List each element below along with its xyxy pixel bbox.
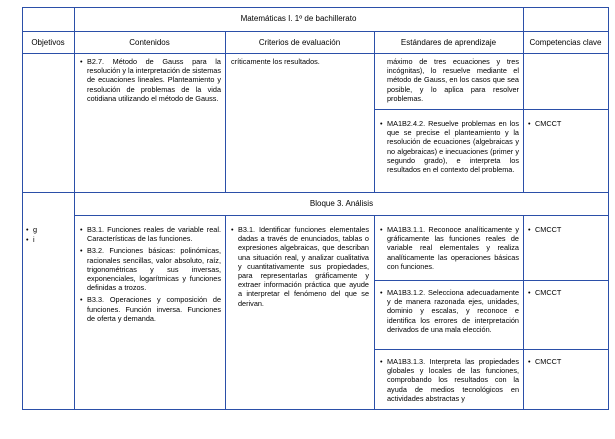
competencia-cell-b3-2 xyxy=(528,288,604,297)
rule-row-split-top xyxy=(374,109,609,110)
rule-left-edge xyxy=(22,7,23,409)
criterio-item-b3-1: • B3.1. Identificar funciones elementales dadas a través de enunciados, tablas o expresiones algebraicas, que describan una situación real, y analizar cualitativa y cuantitativamente sus propiedades, para representarlas gráficamente y extraer información práctica que ayude a interpretar el fenómeno del que se derivan. xyxy=(231,225,369,308)
rule-top xyxy=(22,7,609,8)
estandar-cell-b3-2 xyxy=(380,288,519,334)
rule-row-split-b1 xyxy=(374,280,609,281)
competencia-cell-top-2 xyxy=(528,119,604,128)
criterios-cell-bloque3 xyxy=(231,225,369,308)
rule-col-criterios-bottom xyxy=(374,215,375,409)
contenido-item-b3-3: • B3.3. Operaciones y composición de funciones. Función inversa. Funciones de oferta y demanda. xyxy=(80,295,221,323)
rule-row-split-b2 xyxy=(374,349,609,350)
column-header-competencias: Competencias clave xyxy=(529,38,602,47)
competencia-item-b3-2: • CMCCT xyxy=(528,288,604,297)
rule-bottom xyxy=(22,409,609,410)
rule-col-criterios-top xyxy=(374,31,375,192)
estandar-item-ma1b3-1-2: • MA1B3.1.2. Selecciona adecuadamente y de manera razonada ejes, unidades, dominio y escalas, y reconoce e identifica los errores de interpretación derivados de una mala elección. xyxy=(380,288,519,334)
column-header-objetivos: Objetivos xyxy=(31,38,65,47)
competencia-item-b3-3: • CMCCT xyxy=(528,357,604,366)
competencia-item-top: • CMCCT xyxy=(528,119,604,128)
column-header-criterios: Criterios de evaluación xyxy=(258,38,341,47)
estandar-cell-top-1 xyxy=(380,57,519,103)
competencia-cell-b3-1 xyxy=(528,225,604,234)
column-header-contenidos: Contenidos xyxy=(129,38,170,47)
competencia-cell-b3-3 xyxy=(528,357,604,366)
contenido-item-b2-7: • B2.7. Método de Gauss para la resolución y la interpretación de sistemas de ecuaciones lineales. Planteamiento y resolución de problemas de la vida cotidiana utilizando el método de Gauss. xyxy=(80,57,221,103)
contenido-item-b3-1: • B3.1. Funciones reales de variable real. Características de las funciones. xyxy=(80,225,221,243)
estandar-item-ma1b2-4-2: • MA1B2.4.2. Resuelve problemas en los que se precise el planteamiento y la resolución de ecuaciones (algebraicas y no algebraicas) e inecuaciones (primer y segundo grado), e interpreta los resultados en el contexto del problema. xyxy=(380,119,519,174)
estandar-cell-top-2 xyxy=(380,119,519,174)
rule-col-contenidos-bottom xyxy=(225,215,226,409)
rule-bloque-title-bottom xyxy=(74,215,609,216)
objetivos-cell xyxy=(26,225,72,244)
rule-section-end xyxy=(22,192,609,193)
contenido-item-b3-2: • B3.2. Funciones básicas: polinómicas, racionales sencillas, valor absoluto, raíz, trigonométricas y sus inversas, exponenciales, logarítmicas y funciones definidas a trozos. xyxy=(80,246,221,292)
estandar-item-ma1b3-1-3: • MA1B3.1.3. Interpreta las propiedades globales y locales de las funciones, comprobando los resultados con la ayuda de medios tecnológicos en actividades abstractas y xyxy=(380,357,519,403)
competencia-item-b3-1: • CMCCT xyxy=(528,225,604,234)
rule-col-estandares-bottom xyxy=(523,215,524,409)
rule-header-bottom xyxy=(22,53,609,54)
column-header-estandares: Estándares de aprendizaje xyxy=(400,38,497,47)
objetivo-item-i: • i xyxy=(26,235,72,244)
rule-col-contenidos-top xyxy=(225,31,226,192)
contenidos-cell-bloque3 xyxy=(80,225,221,323)
estandar-item-ma1b3-1-1: • MA1B3.1.1. Reconoce analíticamente y gráficamente las funciones reales de variable real elementales y realiza analíticamente las operaciones básicas con funciones. xyxy=(380,225,519,271)
rule-col-estandares-top xyxy=(523,7,524,192)
objetivo-item-g: • g xyxy=(26,225,72,234)
bloque-title: Bloque 3. Análisis xyxy=(309,199,374,208)
rule-title-bottom xyxy=(22,31,609,32)
estandar-text-top-1: máximo de tres ecuaciones y tres incógnitas), lo resuelve mediante el método de Gauss, en los casos que sea posible, y lo aplica para resolver problemas. xyxy=(387,57,519,103)
table-title: Matemáticas I. 1º de bachillerato xyxy=(240,14,357,23)
estandar-cell-b3-1 xyxy=(380,225,519,271)
estandar-cell-b3-3 xyxy=(380,357,519,403)
contenidos-cell-top xyxy=(80,57,221,103)
criterios-cell-top xyxy=(231,57,369,66)
criterio-text-top: críticamente los resultados. xyxy=(231,57,320,66)
